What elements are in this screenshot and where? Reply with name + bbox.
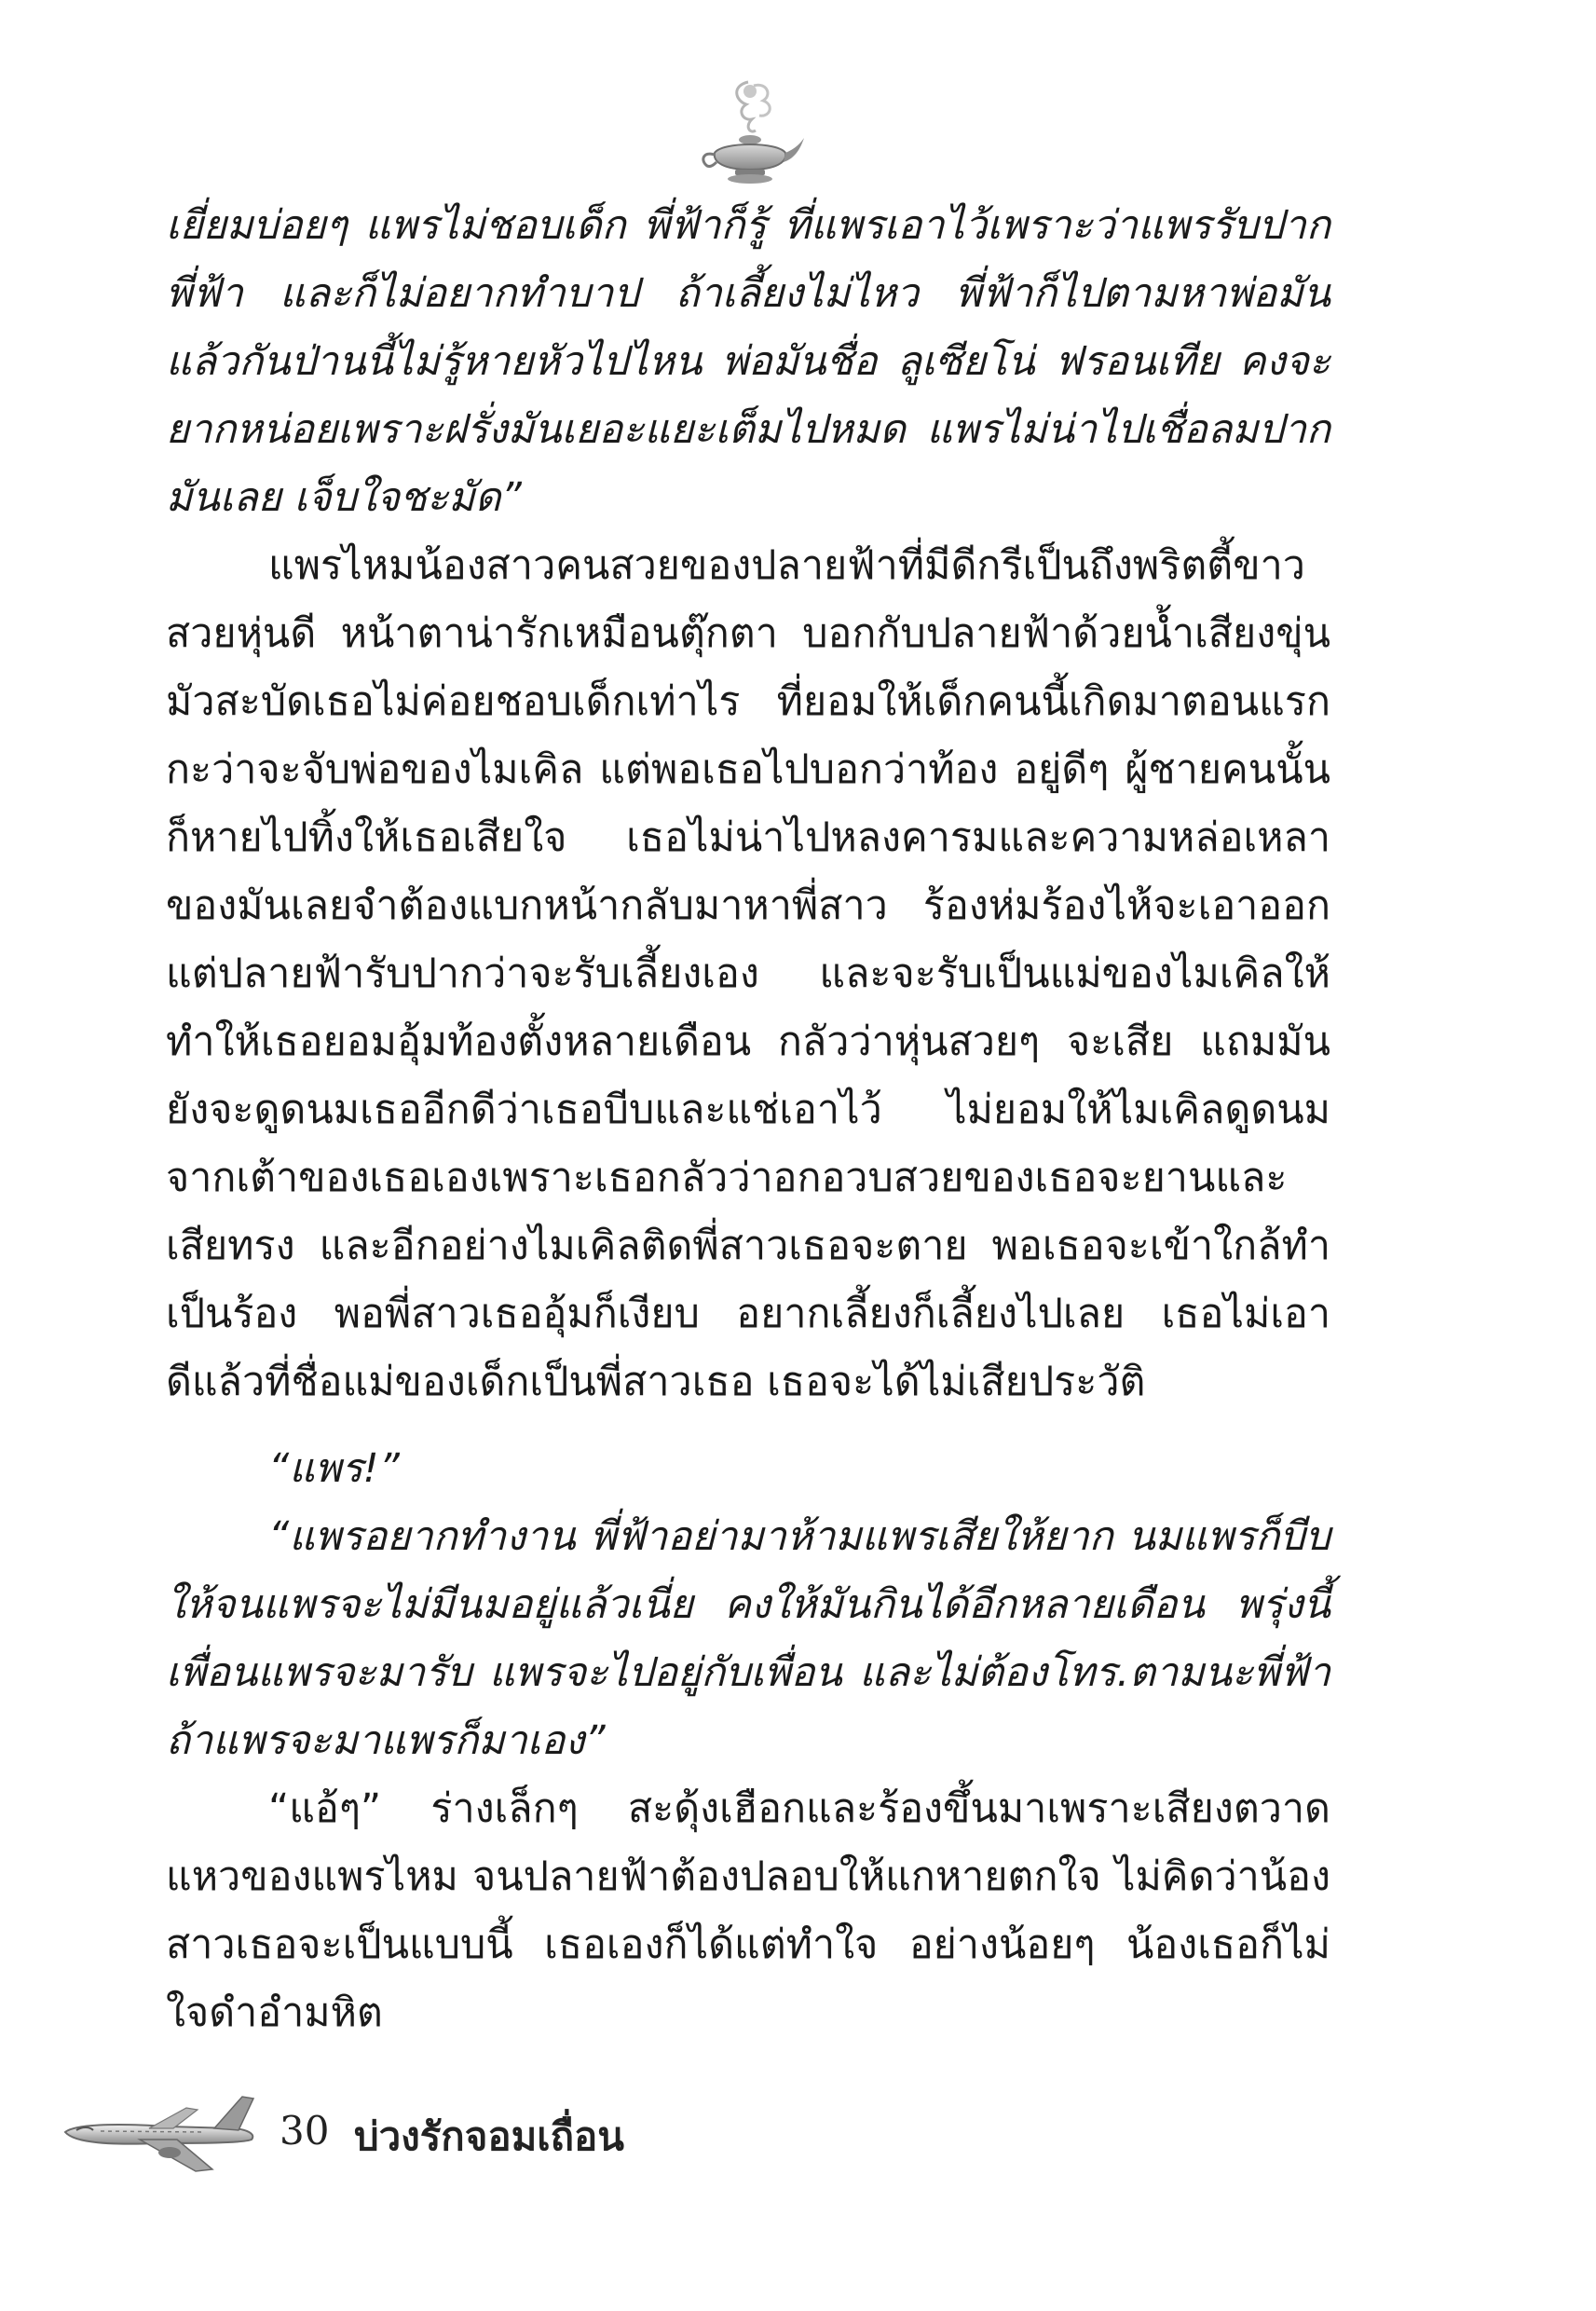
airplane-icon xyxy=(56,2087,270,2181)
page-number: 30 xyxy=(280,2108,330,2154)
paragraph-3: “แพร!” xyxy=(268,1445,400,1492)
body-text xyxy=(166,192,1330,2047)
page-footer xyxy=(56,2087,708,2190)
genie-lamp-icon xyxy=(694,73,806,189)
paragraph-4: “แพรอยากทำงาน พี่ฟ้าอย่ามาห้ามแพรเสียให้ยาก นมแพรก็บีบให้จนแพรจะไม่มีนมอยู่แล้วเนี่ย คงให้มันกินได้อีกหลายเดือน พรุ่งนี้เพื่อนแพรจะมารับ แพรจะไปอยู่กับเพื่อน และไม่ต้องโทร.ตามนะพี่ฟ้าถ้าแพรจะมาแพรก็มาเอง” xyxy=(166,1513,1330,1764)
paragraph-5: “แอ้ๆ” ร่างเล็กๆ สะดุ้งเฮือกและร้องขึ้นมาเพราะเสียงตวาดแหวของแพรไหม จนปลายฟ้าต้องปลอบให้แกหายตกใจ ไม่คิดว่าน้องสาวเธอจะเป็นแบบนี้ เธอเองก็ได้แต่ทำใจ อย่างน้อยๆ น้องเธอก็ไม่ใจดำอำมหิต xyxy=(166,1785,1330,2036)
book-title: บ่วงรักจอมเถื่อน xyxy=(354,2113,624,2159)
paragraph-2: แพรไหมน้องสาวคนสวยของปลายฟ้าที่มีดีกรีเป็นถึงพริตตี้ขาวสวยหุ่นดี หน้าตาน่ารักเหมือนตุ๊กตา บอกกับปลายฟ้าด้วยน้ำเสียงขุ่นมัวสะบัดเธอไม่ค่อยชอบเด็กเท่าไร ที่ยอมให้เด็กคนนี้เกิดมาตอนแรกกะว่าจะจับพ่อของไมเคิล แต่พอเธอไปบอกว่าท้อง อยู่ดีๆ ผู้ชายคนนั้นก็หายไปทิ้งให้เธอเสียใจ เธอไม่น่าไปหลงคารมและความหล่อเหลาของมันเลยจำต้องแบกหน้ากลับมาหาพี่สาว ร้องห่มร้องไห้จะเอาออก แต่ปลายฟ้ารับปากว่าจะรับเลี้ยงเอง และจะรับเป็นแม่ของไมเคิลให้ ทำให้เธอยอมอุ้มท้องตั้งหลายเดือน กลัวว่าหุ่นสวยๆ จะเสีย แถมมันยังจะดูดนมเธออีกดีว่าเธอบีบและแช่เอาไว้ ไม่ยอมให้ไมเคิลดูดนมจากเต้าของเธอเองเพราะเธอกลัวว่าอกอวบสวยของเธอจะยานและเสียทรง และอีกอย่างไมเคิลติดพี่สาวเธอจะตาย พอเธอจะเข้าใกล้ทำเป็นร้อง พอพี่สาวเธออุ้มก็เงียบ อยากเลี้ยงก็เลี้ยงไปเลย เธอไม่เอา ดีแล้วที่ชื่อแม่ของเด็กเป็นพี่สาวเธอ เธอจะได้ไม่เสียประวัติ xyxy=(166,542,1330,1405)
paragraph-1: เยี่ยมบ่อยๆ แพรไม่ชอบเด็ก พี่ฟ้าก็รู้ ที่แพรเอาไว้เพราะว่าแพรรับปากพี่ฟ้า และก็ไม่อยากทำบาป ถ้าเลี้ยงไม่ไหว พี่ฟ้าก็ไปตามหาพ่อมันแล้วกันป่านนี้ไม่รู้หายหัวไปไหน พ่อมันชื่อ ลูเซียโน่ ฟรอนเทีย คงจะยากหน่อยเพราะฝรั่งมันเยอะแยะเต็มไปหมด แพรไม่น่าไปเชื่อลมปากมันเลย เจ็บใจชะมัด” xyxy=(166,202,1330,521)
